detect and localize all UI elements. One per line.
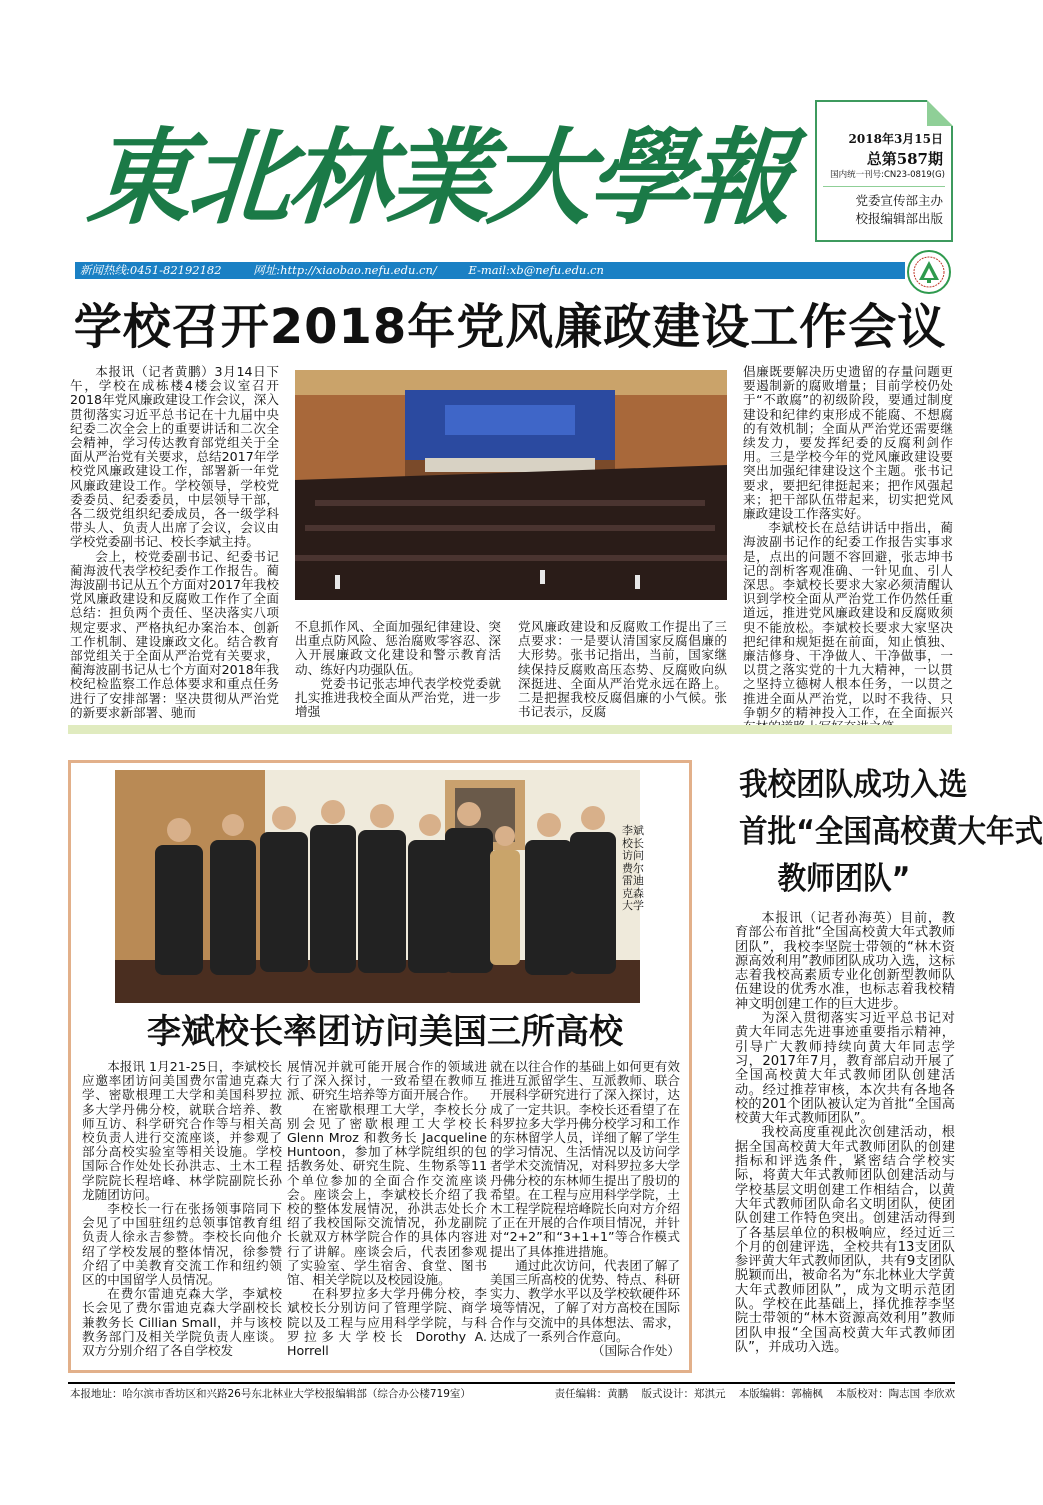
issue-date: 2018年3月15日 (848, 132, 943, 146)
proofreader: 本版校对：陶志国 李欣欢 (836, 1388, 955, 1400)
footer (70, 1387, 955, 1401)
photo-caption: 李斌校长访问费尔雷迪克森大学 (622, 824, 644, 912)
article-headline: 学校召开2018年党风廉政建设工作会议 (73, 299, 947, 355)
paragraph: 我校高度重视此次创建活动，根据全国高校黄大年式教师团队的创建指标和评选条件，紧密结合学校实际，将黄大年式教师团队创建活动与学校基层文明创建工作相结合，以黄大年式教师团队命名文明团队，使团队创建工作特色突出。创建活动得到了各基层单位的积极响应，经过近三个月的创建评选，全校共有13支团队参评黄大年式教师团队，共有9支团队脱颖而出，被命名为“东北林业大学黄大年式教师团队”，成为文明示范团队。学校在此基础上，择优推荐李坚院士带领的“林木资源高效利用”教师团队申报“全国高校黄大年式教师团队”，并成功入选。 (735, 1125, 955, 1355)
article-column (490, 1060, 680, 1362)
paragraph: 会上，校党委副书记、纪委书记蔺海波代表学校纪委作工作报告。蔺海波副书记从五个方面对2017年我校党风廉政建设和反腐败工作作了全面总结：担负两个责任、坚决落实八项规定要求、严格执纪办案治本、创新工作机制、建设廉政文化。结合教育部党组关于全面从严治党有关要求，蔺海波副书记从七个方面对2018年我校纪检监察工作总体要求和重点任务进行了安排部署：坚决贯彻从严治党的新要求新部署、驰而 (70, 548, 279, 720)
paragraph: 为深入贯彻落实习近平总书记对黄大年同志先进事迹重要指示精神，引导广大教师持续向黄大年同志学习，2017年7月，教育部启动开展了全国高校黄大年式教师团队创建活动。经过推荐审核，本次共有各地各校的201个团队被认定为首批“全国高校黄大年式教师团队”。 (735, 1011, 955, 1127)
divider (823, 186, 945, 187)
news-hotline: 新闻热线:0451-82192182 (80, 263, 222, 277)
publisher-line: 党委宣传部主办 (855, 193, 943, 208)
paragraph: 就在以往合作的基础上如何更有效推进互派留学生、互派教师、联合开展科学研究进行了深入探讨，达成了一定共识。李校长还看望了在科罗拉多大学丹佛分校学习和工作的东林留学人员，详细了解了学生的学习情况、生活情况以及访问学者学术交流情况，对科罗拉多大学丹佛分校的东林师生提出了殷切的希望。在工程与应用科学学院，土木工程学院程培峰院长向对方介绍了正在开展的合作项目情况，并针对“2+2”和“3+1+1”等合作模式提出了具体推进措施。 (490, 1059, 680, 1259)
headline-line: 首批“全国高校黄大年式 (739, 814, 1043, 850)
paragraph: 不息抓作风、全面加强纪律建设、突出重点防风险、惩治腐败零容忍、深入开展廉政文化建设和警示教育活动、练好内功强队伍。 (295, 619, 501, 677)
editor-in-charge: 责任编辑：黄鹏 (554, 1388, 629, 1400)
headline-line: 我校团队成功入选 (739, 767, 968, 803)
paragraph: 在科罗拉多大学丹佛分校，李斌校长分别访问了管理学院、商学院以及工程与应用科学学院，与科罗拉多大学校长 Dorothy A. Horrell (287, 1286, 487, 1359)
paragraph: 党风廉政建设和反腐败工作提出了三点要求：一是要认清国家反腐倡廉的大形势。张书记指出，当前，国家继续保持反腐败高压态势、反腐败向纵深挺进、全面从严治党永远在路上。二是把握我校反腐倡廉的小气候。张书记表示，反腐 (518, 619, 727, 720)
issue-number: 总第587期 (866, 150, 943, 168)
article-column (287, 1060, 487, 1362)
folded-corner-decoration (927, 100, 953, 126)
masthead-title: 東北林業大學報 (83, 116, 793, 239)
article-byline: （国际合作处） (591, 1343, 680, 1359)
publisher-line: 校报编辑部出版 (855, 211, 943, 226)
article-column (295, 619, 501, 720)
paragraph: 在费尔雷迪克森大学，李斌校长会见了费尔雷迪克森大学副校长兼教务长 Cillian Small，并与该校教务部门及相关学院负责人座谈。双方分别介绍了各自学校发 (82, 1286, 282, 1359)
email-link[interactable]: E-mail:xb@nefu.edu.cn (468, 263, 604, 277)
article-column (518, 619, 727, 720)
university-logo-icon (907, 250, 951, 294)
paragraph: 倡廉既要解决历史遗留的存量问题更要遏制新的腐败增量；目前学校仍处于“不敢腐”的初级阶段，要通过制度建设和纪律约束形成不能腐、不想腐的有效机制；全面从严治党还需要继续发力，要发挥纪委的反腐利剑作用。三是学校今年的党风廉政建设要突出加强纪律建设这个主题。张书记要求，要把纪律挺起来；把作风强起来；把干部队伍带起来，切实把党风廉政建设工作落实好。 (743, 364, 953, 522)
article-column (743, 364, 953, 720)
paragraph: 本报讯 1月21-25日，李斌校长应邀率团访问美国费尔雷迪克森大学、密歇根理工大学和美国科罗拉多大学丹佛分校，就联合培养、教师互访、科学研究合作等与相关高校负责人进行交流座谈，并参观了部分高校实验室等相关设施。学校国际合作处处长孙洪志、土木工程学院院长程培峰、林学院副院长孙龙随团访问。 (82, 1059, 282, 1202)
paragraph: 本报讯（记者黄鹏）3月14日下午，学校在成栋楼4楼会议室召开2018年党风廉政建设工作会议，深入贯彻落实习近平总书记在十九届中央纪委二次全会上的重要讲话和二次全会精神，学习传达教育部党组关于全面从严治党有关要求，总结2017年学校党风廉政建设工作，部署新一年党风廉政建设工作。学校领导，学校党委委员、纪委委员，中层领导干部，各二级党组织纪委成员，各一级学科带头人、负责人出席了会议，会议由学校党委副书记、校长李斌主持。 (70, 364, 279, 550)
paragraph: 李斌校长在总结讲话中指出，蔺海波副书记作的纪委工作报告实事求是，点出的问题不容回避，张志坤书记的剖析客观准确、一针见血、引人深思。李斌校长要求大家必须清醒认识到学校全面从严治党工作仍然任重道远，推进党风廉政建设和反腐败须臾不能放松。李斌校长要求大家坚决把纪律和规矩挺在前面，知止慎独、廉洁修身、干净做人、干净做事，一以贯之落实党的十九大精神，一以贯之坚持立德树人根本任务，一以贯之推进全面从严治党，以时不我待、只争朝夕的精神投入工作，在全面振兴 (743, 520, 953, 720)
paragraph: 李校长一行在张扬领事陪同下会见了中国驻纽约总领事馆教育组负责人徐永吉参赞。李校长向他介绍了学校发展的整体情况，徐参赞介绍了中美教育交流工作和纽约领区的中国留学人员情况。 (82, 1201, 282, 1288)
article-headline (739, 762, 1043, 903)
website-link[interactable]: 网址:http://xiaobao.nefu.edu.cn/ (253, 263, 437, 277)
issue-info-box (815, 100, 953, 242)
delegation-group-photo (115, 770, 640, 1003)
footer-divider (68, 1382, 955, 1384)
article-column (70, 364, 279, 720)
article-headline: 李斌校长率团访问美国三所高校 (147, 1012, 623, 1052)
paragraph: 通过此次访问，代表团了解了美国三所高校的优势、特点、科研实力、教学水平以及学校软硬件环境等情况，了解了对方高校在国际合作与交流中的具体想法、需求，达成了一系列合作意向。 (490, 1257, 680, 1344)
publisher-info (855, 192, 943, 228)
layout-designer: 版式设计：郑淇元 (641, 1388, 726, 1400)
paragraph: 在密歇根理工大学，李校长分别会见了密歇根理工大学校长 Glenn Mroz 和教务长 Jacqueline Huntoon，参加了林学院组织的包括教务处、研究生院、生物系等11个单位参加的全面合作交流座谈会。座谈会上，李斌校长介绍了我校的整体发展情况，孙洪志处长介绍了我校国际交流情况，孙龙副院长就双方林学院合作的具体内容进行了讲解。座谈会后，代表团参观了实验室、学生宿舍、食堂、图书馆、相关学院以及校园设施。 (287, 1101, 487, 1288)
contact-bar (75, 262, 905, 279)
meeting-photo (295, 370, 727, 600)
section-divider (68, 725, 952, 734)
cn-number: 国内统一刊号:CN23-0819(G) (830, 170, 945, 180)
paragraph: 本报讯（记者孙海英）目前，教育部公布首批“全国高校黄大年式教师团队”，我校李坚院士带领的“林木资源高效利用”教师团队成功入选，这标志着我校高素质专业化创新型教师队伍建设的优秀水准，也标志着我校精神文明创建工作的巨大进步。 (735, 911, 955, 1012)
page-editor: 本版编辑：郭楠枫 (738, 1388, 823, 1400)
paragraph: 展情况并就可能开展合作的领域进行了深入探讨，一致希望在教师互派、研究生培养等方面开展合作。 (287, 1059, 487, 1103)
article-column (735, 912, 955, 1372)
headline-line: 教师团队” (777, 861, 911, 897)
footer-address: 本报地址：哈尔滨市香坊区和兴路26号东北林业大学校报编辑部（综合办公楼719室） (70, 1388, 471, 1400)
paragraph: 党委书记张志坤代表学校党委就扎实推进我校全面从严治党，进一步增强 (295, 675, 501, 720)
article-column (82, 1060, 282, 1362)
